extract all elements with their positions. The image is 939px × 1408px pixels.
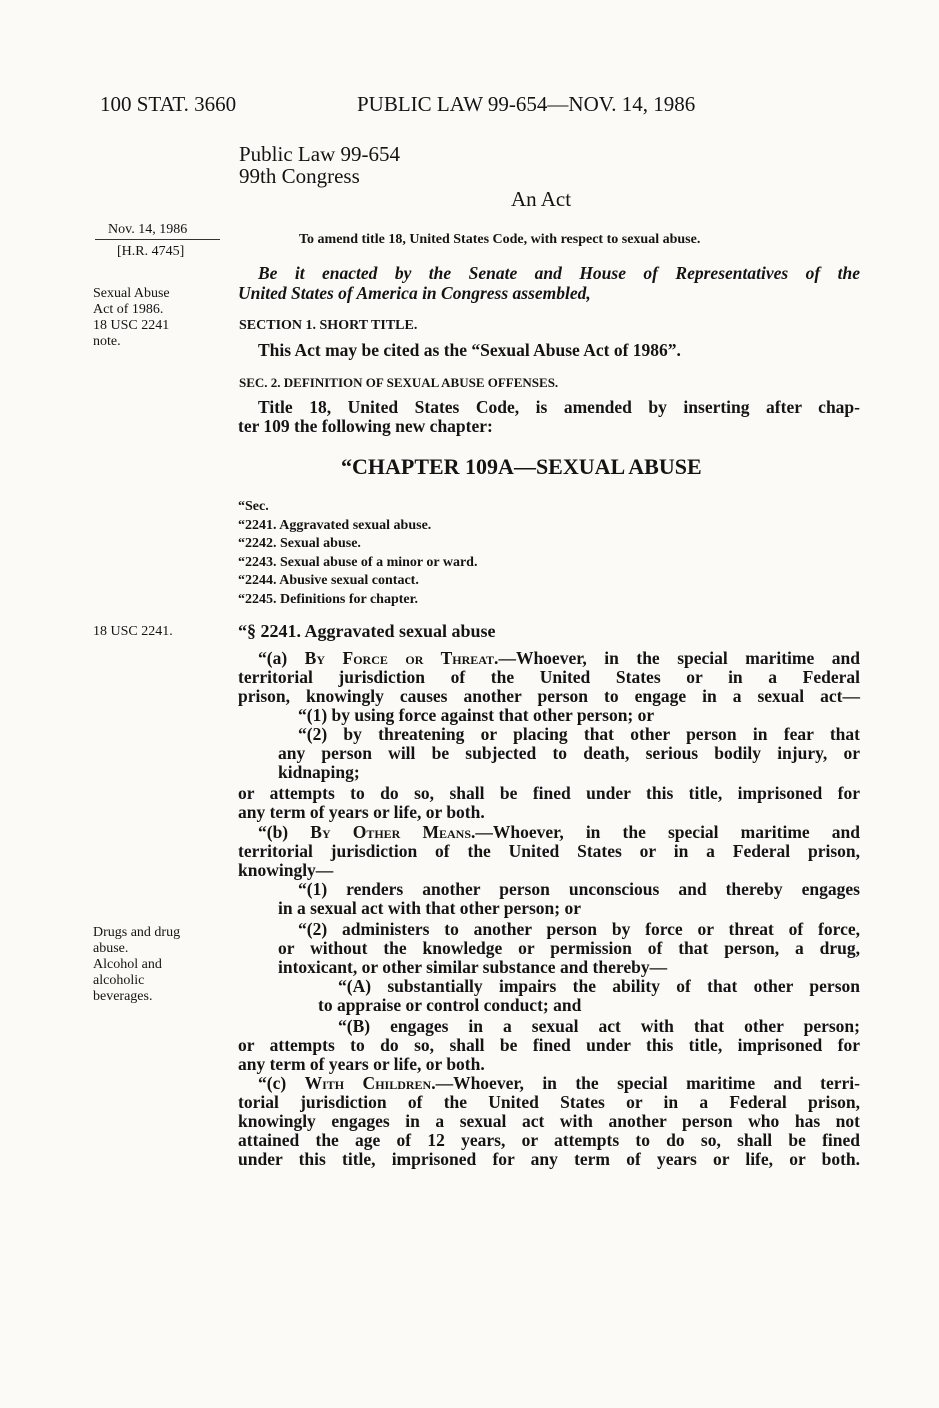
margin-note-drugs — [93, 925, 223, 1005]
subsection-a-line: “(1) by using force against that other person; or — [298, 705, 655, 725]
subsection-a-line: “(a) By Force or Threat.—Whoever, in the special maritime and — [258, 648, 860, 668]
subsection-c-line: torial jurisdiction of the United States or in a Federal prison, — [238, 1092, 860, 1112]
margin-line: Sexual Abuse — [93, 286, 170, 301]
toc-entry: “2241. Aggravated sexual abuse. — [238, 517, 432, 533]
subsection-a-line: “(2) by threatening or placing that other person in fear that — [298, 724, 860, 744]
margin-line: Alcohol and — [93, 957, 162, 972]
section-2-text: Title 18, United States Code, is amended by inserting after chap- — [258, 397, 860, 417]
margin-line: alcoholic — [93, 973, 145, 988]
margin-note-2241: 18 USC 2241. — [93, 624, 173, 639]
subsection-c-line: attained the age of 12 years, or attempts to do so, shall be fined — [238, 1130, 860, 1150]
margin-note-short-title — [93, 286, 223, 350]
section-1-text: This Act may be cited as the “Sexual Abuse Act of 1986”. — [258, 340, 681, 360]
toc-entry: “2244. Abusive sexual contact. — [238, 573, 419, 588]
margin-bill: [H.R. 4745] — [117, 244, 185, 259]
subsection-a-line: or attempts to do so, shall be fined under this title, imprisoned for — [238, 783, 860, 803]
margin-line: 18 USC 2241 — [93, 318, 170, 333]
subsection-b-line: or without the knowledge or permission of that person, a drug, — [278, 938, 860, 958]
subsection-b-line: “(A) substantially impairs the ability of that other person — [338, 976, 860, 996]
law-number: Public Law 99-654 — [239, 142, 400, 166]
subsection-b-line: knowingly— — [238, 860, 334, 880]
subsection-b-line: territorial jurisdiction of the United States or in a Federal prison, — [238, 841, 860, 861]
subsection-c-line: “(c) With Children.—Whoever, in the special maritime and terri- — [258, 1073, 860, 1093]
subsection-b-line: intoxicant, or other similar substance and thereby— — [278, 957, 668, 977]
running-title: PUBLIC LAW 99-654—NOV. 14, 1986 — [357, 92, 696, 116]
margin-line: Act of 1986. — [93, 302, 164, 317]
subsection-b-line: “(2) administers to another person by force or threat of force, — [298, 919, 860, 939]
subsection-a-line: kidnaping; — [278, 762, 360, 782]
enacting-clause-line: Be it enacted by the Senate and House of Representatives of the — [258, 263, 860, 283]
margin-rule — [95, 239, 220, 240]
margin-line: note. — [93, 334, 121, 349]
subsection-b-line: in a sexual act with that other person; or — [278, 898, 581, 918]
section-1-heading: SECTION 1. SHORT TITLE. — [239, 318, 418, 333]
subsection-b-text: —Whoever, in the special maritime and — [475, 822, 860, 842]
enacting-clause-line: United States of America in Congress assembled, — [238, 283, 591, 303]
subsection-b-line: to appraise or control conduct; and — [318, 995, 582, 1015]
margin-date: Nov. 14, 1986 — [108, 222, 188, 237]
subsection-b-line: “(b) By Other Means.—Whoever, in the special maritime and — [258, 822, 860, 842]
subsection-b-line: “(1) renders another person unconscious and thereby engages — [298, 879, 860, 899]
margin-line: beverages. — [93, 989, 153, 1004]
subsection-c-label: With Children. — [304, 1073, 436, 1093]
subsection-b-line: any term of years or life, or both. — [238, 1054, 485, 1074]
subsection-c-line: under this title, imprisoned for any term of years or life, or both. — [238, 1149, 860, 1169]
margin-line: abuse. — [93, 941, 129, 956]
subsection-a-line: any term of years or life, or both. — [238, 802, 485, 822]
section-2241-heading: “§ 2241. Aggravated sexual abuse — [238, 621, 496, 641]
section-2-text: ter 109 the following new chapter: — [238, 416, 493, 436]
act-purpose: To amend title 18, United States Code, with respect to sexual abuse. — [299, 232, 701, 247]
margin-line: Drugs and drug — [93, 925, 181, 940]
toc-entry: “Sec. — [238, 499, 269, 514]
subsection-c-line: knowingly engages in a sexual act with another person who has not — [238, 1111, 860, 1131]
subsection-c-text: —Whoever, in the special maritime and terri- — [435, 1073, 860, 1093]
toc-entry: “2245. Definitions for chapter. — [238, 591, 419, 607]
section-2-heading: SEC. 2. DEFINITION OF SEXUAL ABUSE OFFENSES. — [239, 375, 559, 390]
subsection-a-line: any person will be subjected to death, serious bodily injury, or — [278, 743, 860, 763]
subsection-a-line: prison, knowingly causes another person to engage in a sexual act— — [238, 686, 860, 706]
subsection-a-line: territorial jurisdiction of the United States or in a Federal — [238, 667, 860, 687]
toc-entry: “2242. Sexual abuse. — [238, 536, 361, 551]
toc-entry: “2243. Sexual abuse of a minor or ward. — [238, 554, 478, 570]
act-label: An Act — [511, 187, 572, 211]
congress: 99th Congress — [239, 164, 360, 188]
subsection-b-label: By Other Means. — [310, 822, 476, 842]
subsection-b-line: “(B) engages in a sexual act with that other person; — [338, 1016, 860, 1036]
chapter-heading: “CHAPTER 109A—SEXUAL ABUSE — [341, 454, 702, 479]
subsection-a-label: By Force or Threat. — [304, 648, 499, 668]
subsection-a-text: —Whoever, in the special maritime and — [498, 648, 860, 668]
page-number: 100 STAT. 3660 — [100, 92, 237, 116]
chapter-toc — [238, 498, 477, 609]
subsection-b-line: or attempts to do so, shall be fined under this title, imprisoned for — [238, 1035, 860, 1055]
